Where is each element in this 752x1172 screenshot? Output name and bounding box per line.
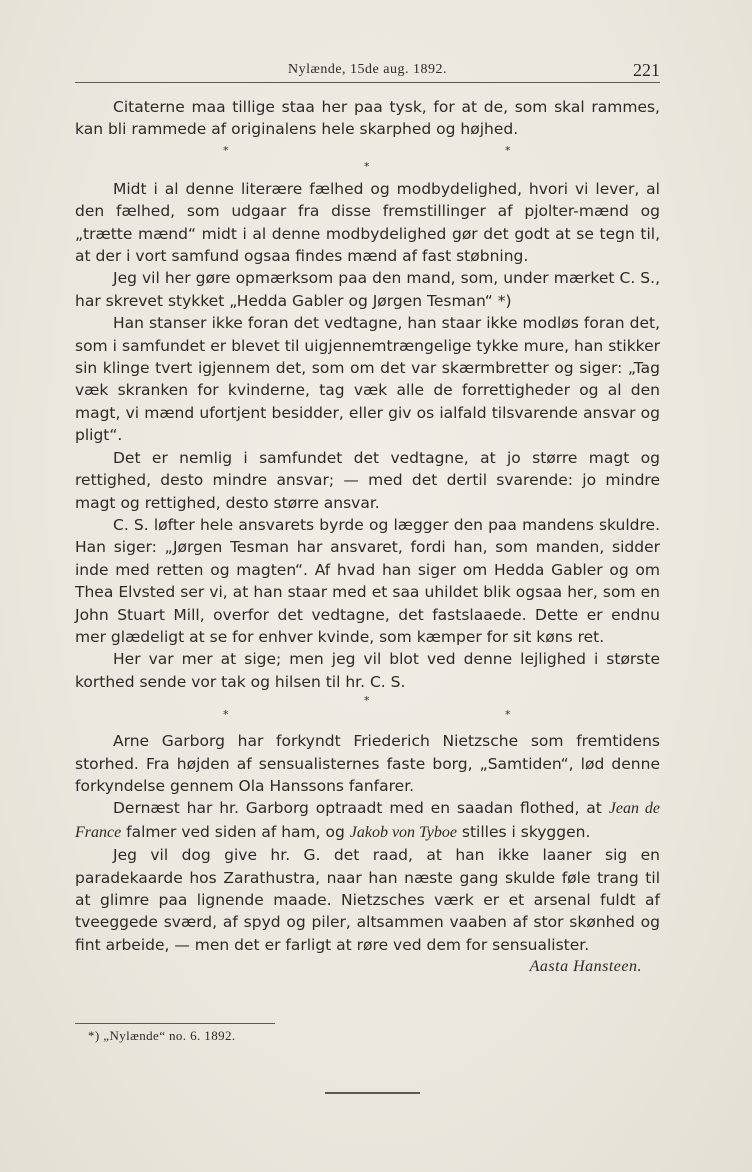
paragraph-text: stilles i skyggen. [461, 822, 591, 841]
paragraph: Det er nemlig i samfundet det vedtagne, at jo større magt og rettighed, desto mindre ansvar; — med det dertil svarende: jo mindre magt og rettighed, desto større ansvar. [75, 448, 660, 512]
separator-star: * [364, 694, 370, 708]
italic-title: Jean de France [75, 800, 660, 841]
paragraph: Han stanser ikke foran det vedtagne, han staar ikke modløs foran det, som i samfundet er blevet til uigjennemtrængelige tykke mure, han stikker sin klinge tvert igjennem det, som om det var skærmbretter og siger: „Tag væk skranken for kvinderne, tag væk alle de forrettigheder og al den magt, vi mænd ufortjent besidder, eller giv os ialfald tilsvarende ansvar og pligt“. [75, 314, 660, 445]
paragraph: Midt i al denne literære fælhed og modbydelighed, hvori vi lever, al den fælhed, som udgaar fra disse fremstillinger af pjolter-mænd og „trætte mænd“ midt i al denne modbydelighed gør det godt at se tegn til, at der i vort samfund ogsaa findes mænd af fast støbning. [75, 179, 660, 266]
paragraph [75, 797, 660, 844]
paragraph: Her var mer at sige; men jeg vil blot ved denne lejlighed i største korthed sende vor tak og hilsen til hr. C. S. [75, 650, 660, 691]
section-separator [75, 693, 660, 730]
paragraph: Arne Garborg har forkyndt Friederich Nietzsche som fremtidens storhed. Fra højden af sensualisternes faste borg, „Samtiden“, lød denne forkyndelse gennem Ola Hanssons fanfarer. [75, 732, 660, 795]
paragraph: Jeg vil dog give hr. G. det raad, at han ikke laaner sig en paradekaarde hos Zarathustra, naar han næste gang skulde føle trang til at glimre paa lignende maade. Nietzsches værk er et arsenal fuldt af tveeggede sværd, af spyd og piler, altsammen vaaben af stor skønhed og fint arbeide, — men det er farligt at røre ved dem for sensualister. [75, 846, 660, 954]
article-body [75, 96, 660, 978]
section-separator [75, 141, 660, 178]
page-number: 221 [633, 60, 660, 80]
separator-star: * [505, 143, 511, 157]
paragraph-text: falmer ved siden af ham, og [126, 822, 345, 841]
bottom-ornament-rule [325, 1092, 420, 1094]
separator-star: * [364, 159, 370, 173]
italic-title: Jakob von Tyboe [349, 823, 457, 841]
paragraph: C. S. løfter hele ansvarets byrde og lægger den paa mandens skuldre. Han siger: „Jørgen Tesman har ansvaret, fordi han, som manden, sidder inde med retten og magten“. Af hvad han siger om Hedda Gabler og om Thea Elvsted ser vi, at han staar med et saa uhildet blik ogsaa her, som en John Stuart Mill, overfor det vedtagne, det fastslaaede. Dette er endnu mer glædeligt at se for enhver kvinde, som kæmper for sit køns ret. [75, 515, 660, 646]
author-signature: Aasta Hansteen. [529, 958, 642, 976]
paragraph-text: Dernæst har hr. Garborg optraadt med en saadan flothed, at [113, 799, 602, 818]
running-title: Nylænde, 15de aug. 1892. [288, 62, 447, 77]
separator-star: * [505, 708, 511, 722]
paragraph: Jeg vil her gøre opmærksom paa den mand, som, under mærket C. S., har skrevet stykket „Hedda Gabler og Jørgen Tesman“ *) [75, 269, 660, 310]
running-header [75, 60, 660, 83]
paragraph: Citaterne maa tillige staa her paa tysk, for at de, som skal rammes, kan bli rammede af originalens hele skarphed og højhed. [75, 98, 660, 139]
footnote-divider [75, 1023, 275, 1024]
separator-star: * [223, 143, 229, 157]
footnote: *) „Nylænde“ no. 6. 1892. [88, 1028, 236, 1043]
separator-star: * [223, 708, 229, 722]
